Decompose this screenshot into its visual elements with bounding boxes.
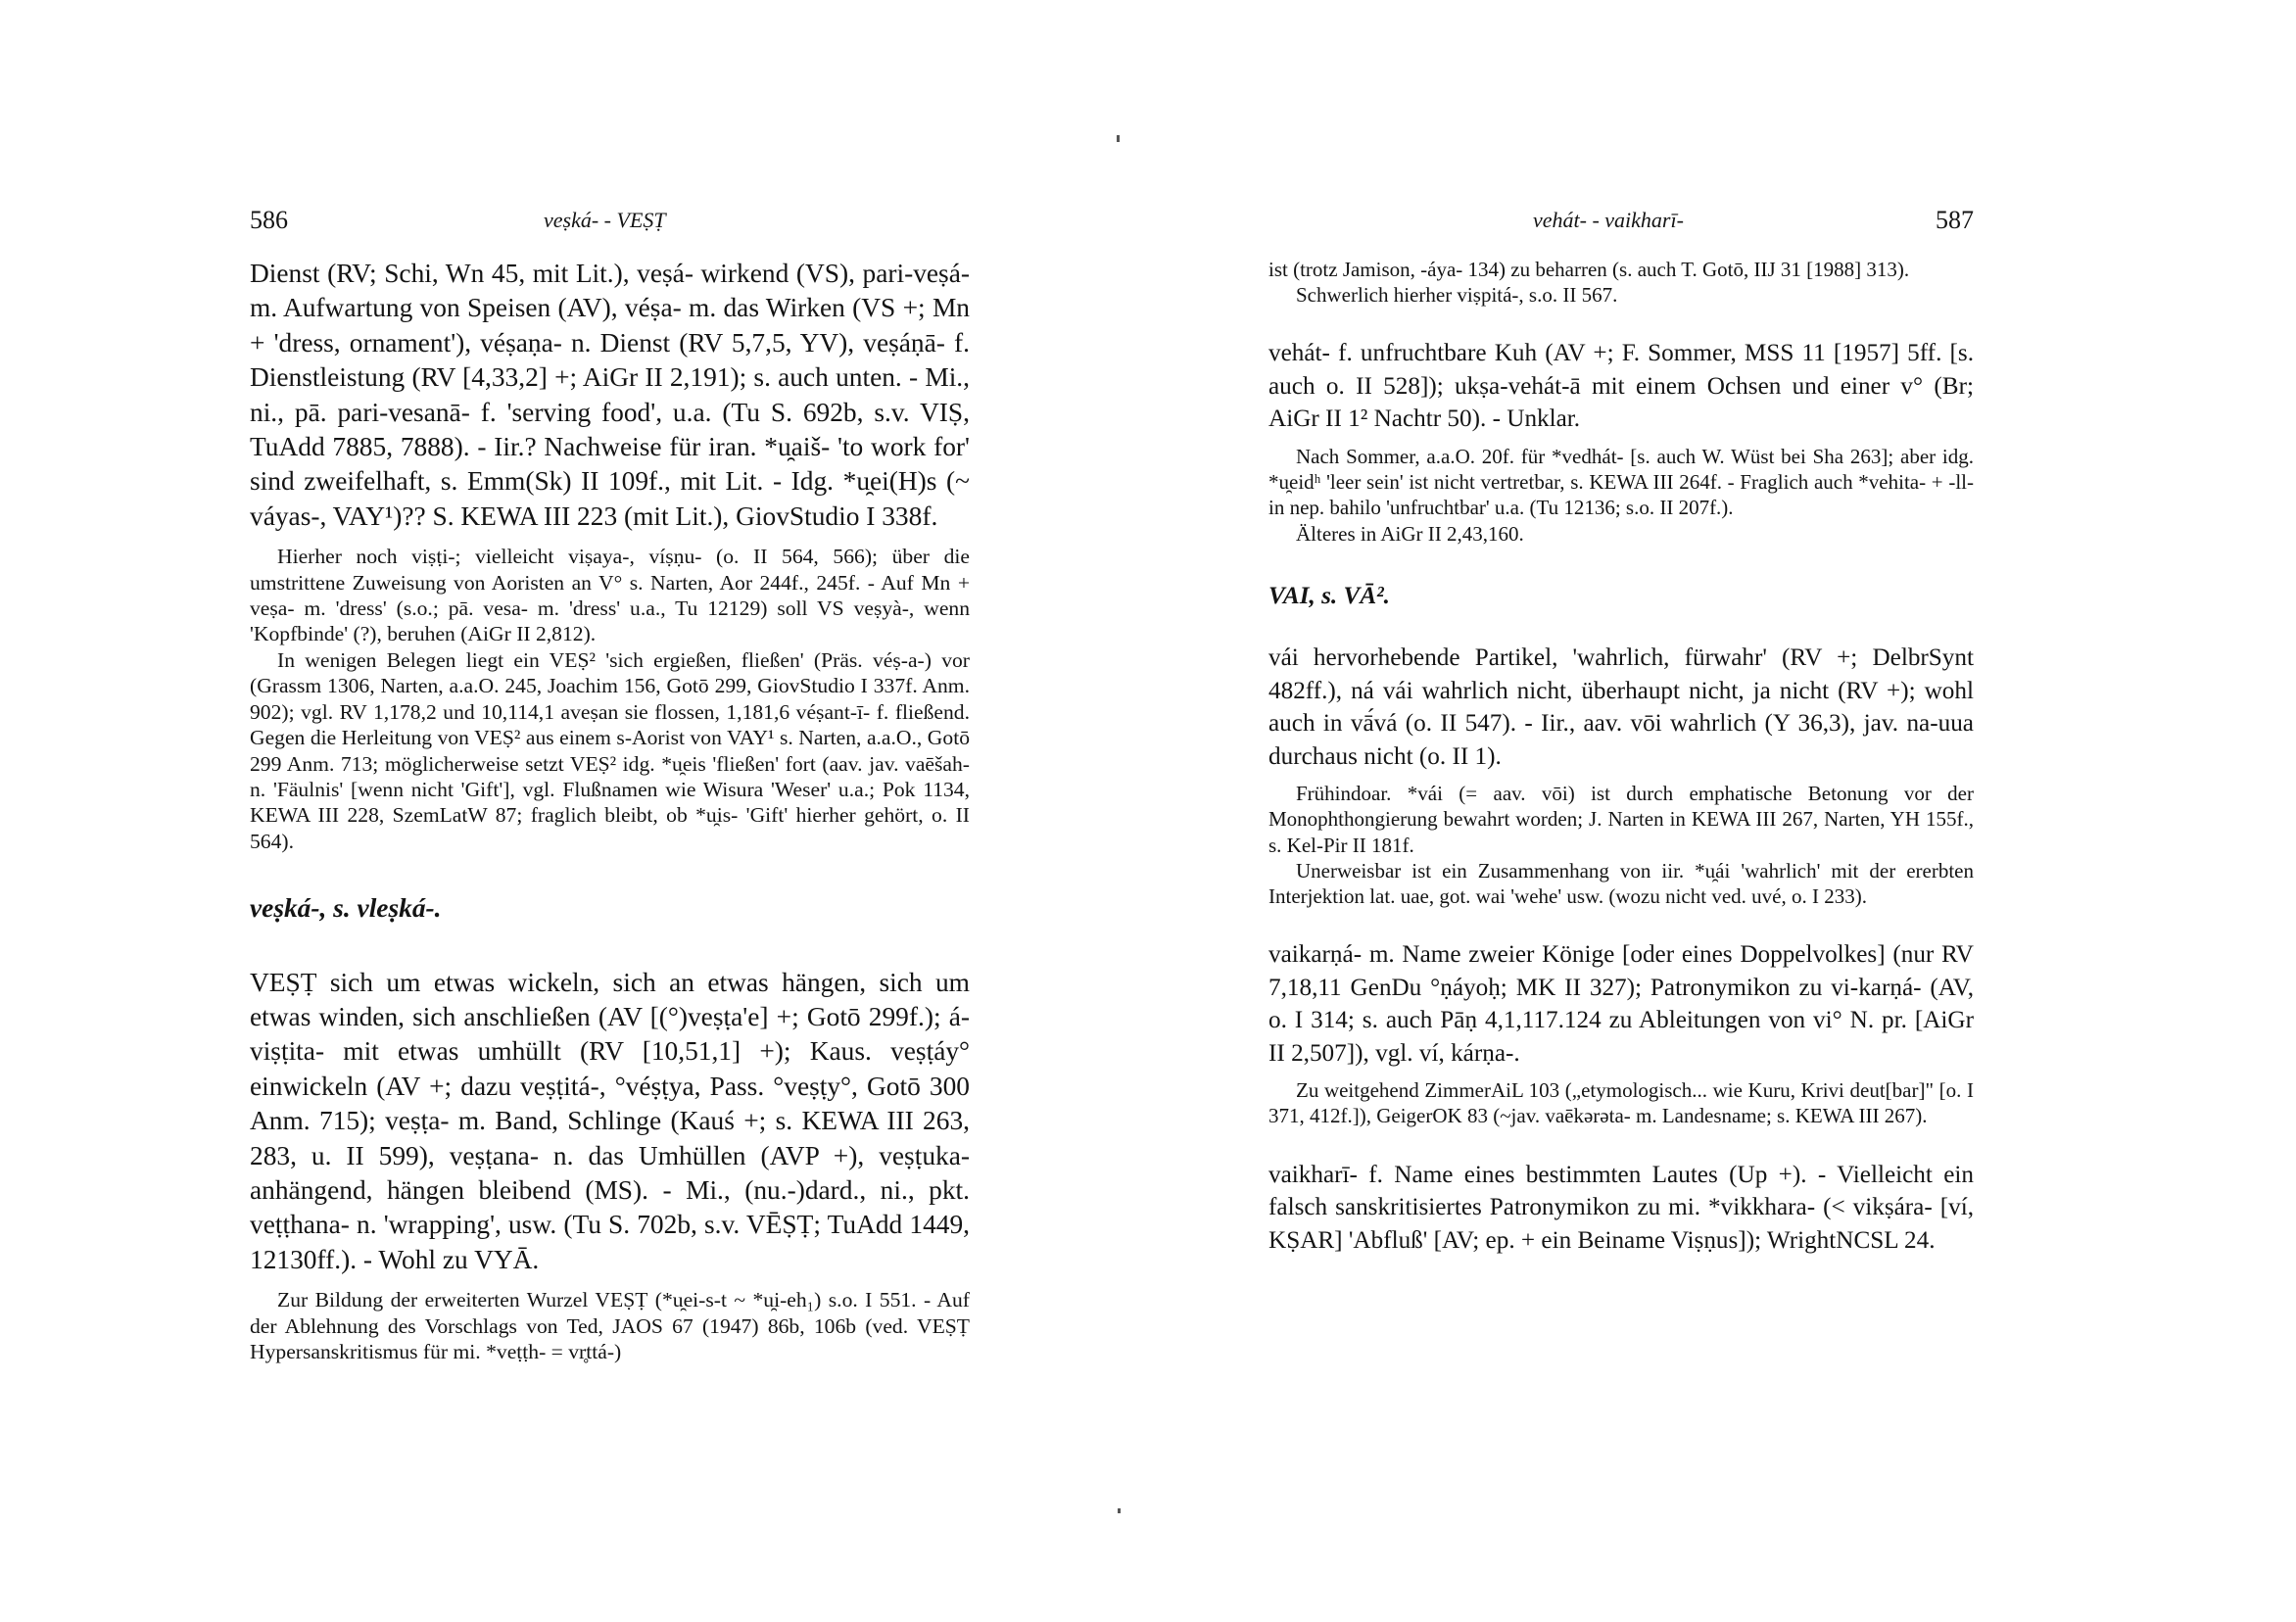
entry-paragraph: VEṢṬ sich um etwas wickeln, sich an etwas hängen, sich um etwas winden, sich anschließen (AV [(°)veṣṭa'e] +; Gotō 299f.); á-viṣṭita- mit etwas umhüllt (RV [10,51,1] +); Kaus. veṣṭáy° einwickeln (AV +; dazu veṣṭitá-, °véṣṭya, Pass. °veṣṭy°, Gotō 300 Anm. 715); veṣṭa- m. Band, Schlinge (Kauś +; s. KEWA III 263, 283, u. II 599), veṣṭana- n. das Umhüllen (AVP +), veṣṭuka- anhängend, hängen bleibend (MS). - Mi., (nu.-)dard., ni., pkt. veṭṭhana- n. 'wrapping', usw. (Tu S. 702b, s.v. VĒṢṬ; TuAdd 1449, 12130ff.). - Wohl zu VYĀ. [250, 967, 970, 1274]
entry-paragraph: vaikharī- f. Name eines bestimmten Lautes (Up +). - Vielleicht ein falsch sanskritisiertes Patronymikon zu mi. *vikkhara- (< vikṣára- [ví, KṢAR] 'Abfluß' [AV; ep. + ein Beiname Viṣṇus]); WrightNCSL 24. [1268, 1161, 1974, 1254]
note-paragraph: Schwerlich hierher viṣpitá-, s.o. II 567. [1296, 283, 1618, 308]
page-header [250, 206, 970, 245]
note-paragraph: Zu weitgehend ZimmerAiL 103 („etymologisch... wie Kuru, Krivi deut[bar]" [o. I 371, 412f.]), GeigerOK 83 (~jav. vaēkərəta- m. Landesname; s. KEWA III 267). [1268, 1078, 1974, 1128]
note-paragraph: Nach Sommer, a.a.O. 20f. für *vedhát- [s. auch W. Wüst bei Sha 263]; aber idg. *u̯eidʰ 'leer sein' ist nicht vertretbar, s. KEWA III 264f. - Fraglich auch *vehita- + -ll- in nep. bahilo 'unfruchtbar' u.a. (Tu 12136; s.o. II 207f.). [1268, 444, 1974, 520]
margin-mark [1117, 135, 1120, 142]
note-paragraph: Frühindoar. *vái (= aav. vōi) ist durch emphatische Betonung vor der Monophthongierung bewahrt worden; J. Narten in KEWA III 267, Narten, YH 155f., s. Kel-Pir II 181f. [1268, 782, 1974, 857]
note-paragraph: Unerweisbar ist ein Zusammenhang von iir. *u̯ái 'wahrlich' mit der ererbten Interjektion lat. uae, got. wai 'wehe' usw. (wozu nicht ved. uvé, o. I 233). [1268, 858, 1974, 909]
entry-paragraph: Dienst (RV; Schi, Wn 45, mit Lit.), veṣá- wirkend (VS), pari-veṣá- m. Aufwartung von Speisen (AV), véṣa- m. das Wirken (VS +; Mn + 'dress, ornament'), véṣaṇa- n. Dienst (RV 5,7,5, YV), veṣáṇā- f. Dienstleistung (RV [4,33,2] +; AiGr II 2,191); s. auch unten. - Mi., ni., pā. pari-vesanā- f. 'serving food', u.a. (Tu S. 692b, s.v. VIṢ, TuAdd 7885, 7888). - Iir.? Nachweise für iran. *u̯aiš- 'to work for' sind zweifelhaft, s. Emm(Sk) II 109f., mit Lit. - Idg. *u̯ei(H)s (~ váyas-, VAY¹)?? S. KEWA III 223 (mit Lit.), GiovStudio I 338f. [250, 259, 970, 531]
note-paragraph: In wenigen Belegen liegt ein VEṢ² 'sich ergießen, fließen' (Präs. véṣ-a-) vor (Grassm 1306, Narten, a.a.O. 245, Joachim 156, Gotō 299, GiovStudio I 337f. Anm. 902); vgl. RV 1,178,2 und 10,114,1 aveṣan sie flossen, 1,181,6 véṣant-ī- f. fließend. Gegen die Herleitung von VEṢ² aus einem s-Aorist von VAY¹ s. Narten, a.a.O., Gotō 299 Anm. 713; möglicherweise setzt VEṢ² idg. *u̯eis 'fließen' fort (aav. jav. vaēšah- n. 'Fäulnis' [wenn nicht 'Gift'], vgl. Flußnamen wie Wisura 'Weser' u.a.; Pok 1134, KEWA III 228, SzemLatW 87; fraglich bleibt, ob *u̯is- 'Gift' hierher gehört, o. II 564). [250, 647, 970, 853]
running-head: vehát- - vaikharī- [1533, 208, 1684, 232]
entry-paragraph: vaikarṇá- m. Name zweier Könige [oder eines Doppelvolkes] (nur RV 7,18,11 GenDu °ṇáyoḥ; MK II 327); Patronymikon zu vi-karṇá- (AV, o. I 314; s. auch Pāṇ 4,1,117.124 zu Ableitungen von vi° N. pr. [AiGr II 2,507]), vgl. ví, kárṇa-. [1268, 941, 1974, 1067]
page-body [250, 257, 970, 1364]
entry-headword: VAI, s. VĀ². [1268, 582, 1390, 609]
page-number: 586 [250, 206, 288, 234]
page-body [1268, 257, 1974, 1257]
entry-paragraph: vái hervorhebende Partikel, 'wahrlich, fürwahr' (RV +; DelbrSynt 482ff.), ná vái wahrlich nicht, überhaupt nicht, ja nicht (RV +); wohl auch in vā́vá (o. II 547). - Iir., aav. vōi wahrlich (Y 36,3), jav. na-uua durchaus nicht (o. II 1). [1268, 644, 1974, 770]
note-paragraph: Zur Bildung der erweiterten Wurzel VEṢṬ (*u̯ei-s-t ~ *u̯i-eh₁) s.o. I 551. - Auf der Ablehnung des Vorschlags von Ted, JAOS 67 (1947) 86b, 106b (ved. VEṢṬ Hypersanskritismus für mi. *veṭṭh- = vr̥ttá-) [250, 1288, 970, 1363]
page-number: 587 [1936, 206, 1974, 234]
note-paragraph: Älteres in AiGr II 2,43,160. [1296, 521, 1524, 546]
entry-headword: veṣká-, s. vleṣká-. [250, 893, 442, 924]
margin-mark [1118, 1508, 1121, 1513]
running-head: veṣká- - VEṢṬ [544, 208, 666, 232]
note-paragraph: Hierher noch viṣṭi-; vielleicht viṣaya-, víṣṇu- (o. II 564, 566); über die umstrittene Zuweisung von Aoristen an V° s. Narten, Aor 244f., 245f. - Auf Mn + veṣa- m. 'dress' (s.o.; pā. vesa- m. 'dress' u.a., Tu 12129) soll VS veṣyà-, wenn 'Kopfbinde' (?), beruhen (AiGr II 2,812). [250, 545, 970, 646]
note-paragraph: ist (trotz Jamison, -áya- 134) zu beharren (s. auch T. Gotō, IIJ 31 [1988] 313). [1268, 258, 1910, 281]
page-header [1268, 206, 1974, 245]
entry-paragraph: vehát- f. unfruchtbare Kuh (AV +; F. Sommer, MSS 11 [1957] 5ff. [s. auch o. II 528]); ukṣa-vehát-ā mit einem Ochsen und einer v° (Br; AiGr II 1² Nachtr 50). - Unklar. [1268, 340, 1974, 433]
